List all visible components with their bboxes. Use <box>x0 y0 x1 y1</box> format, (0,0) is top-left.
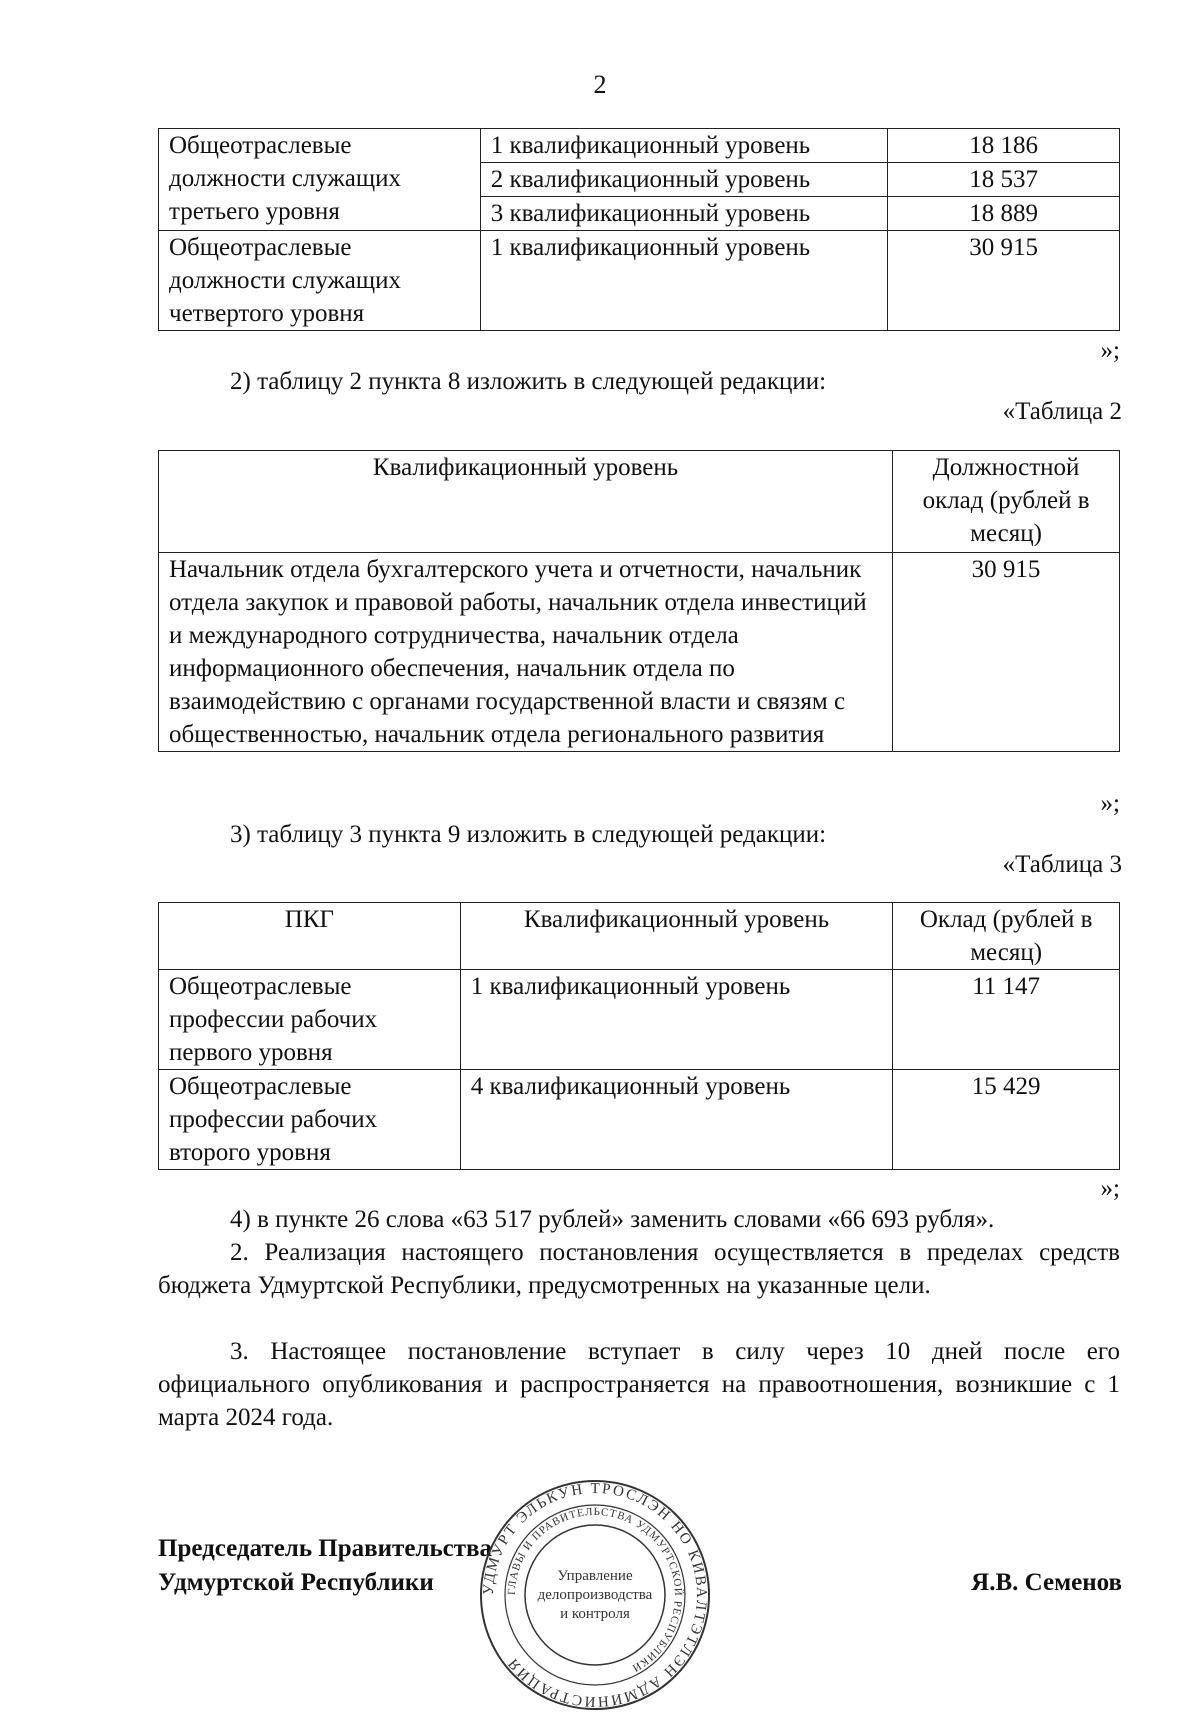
level-cell: 2 квалификационный уровень <box>480 163 888 197</box>
header-level: Квалификационный уровень <box>159 451 893 553</box>
value-cell: 18 889 <box>888 197 1120 231</box>
seal-ring-text: ГЛАВЫ И ПРАВИТЕЛЬСТВА УДМУРТСКОЙ РЕСПУБЛИКИ <box>505 1505 685 1675</box>
seal-center-line1: Управление <box>557 1568 633 1584</box>
salary-table-2 <box>158 450 1120 752</box>
level-cell: 1 квалификационный уровень <box>460 970 893 1070</box>
header-pkg: ПКГ <box>159 903 461 970</box>
salary-table-3 <box>158 902 1120 1170</box>
item-3-text: 3) таблицу 3 пункта 9 изложить в следующей редакции: <box>230 821 827 848</box>
group-cell: Общеотраслевые профессии рабочих второго уровня <box>159 1070 461 1170</box>
table-header-row <box>159 451 1120 553</box>
salary-table-1 <box>158 128 1120 331</box>
paragraph-3: 3. Настоящее постановление вступает в силу через 10 дней после его официального опубликования и распространяется на правоотношения, возникшие с 1 марта 2024 года. <box>158 1338 1120 1431</box>
value-cell: 11 147 <box>893 970 1120 1070</box>
level-cell: 4 квалификационный уровень <box>460 1070 893 1170</box>
level-cell: 1 квалификационный уровень <box>480 129 888 163</box>
item-4-text: 4) в пункте 26 слова «63 517 рублей» заменить словами «66 693 рубля». <box>230 1206 995 1233</box>
level-cell: 1 квалификационный уровень <box>480 231 888 331</box>
seal-outer-text: УДМУРТ ЭЛЬКУН ТРОСЛЭН НО КИВАЛТЭТЛЭН АДМИНИСТРАЦИЯ <box>480 1480 710 1710</box>
level-cell: 3 квалификационный уровень <box>480 197 888 231</box>
table-header-row <box>159 903 1120 970</box>
paragraph-2: 2. Реализация настоящего постановления осуществляется в пределах средств бюджета Удмуртской Республики, предусмотренных на указанные цели. <box>158 1239 1120 1299</box>
signatory-name: Я.В. Семенов <box>971 1569 1122 1596</box>
value-cell: 18 537 <box>888 163 1120 197</box>
table-2-caption: «Таблица 2 <box>1002 398 1122 425</box>
header-salary: Оклад (рублей в месяц) <box>893 903 1120 970</box>
closing-quote-2: »; <box>1100 790 1120 817</box>
seal-center-line3: и контроля <box>560 1606 630 1622</box>
item-2-text: 2) таблицу 2 пункта 8 изложить в следующей редакции: <box>230 368 827 395</box>
signatory-position <box>158 1532 492 1600</box>
value-cell: 30 915 <box>893 553 1120 752</box>
closing-quote-1: »; <box>1100 337 1120 364</box>
signatory-position-line1: Председатель Правительства <box>158 1535 493 1562</box>
official-seal <box>478 1478 712 1712</box>
group-cell: Общеотраслевые профессии рабочих первого уровня <box>159 970 461 1070</box>
table-3-caption: «Таблица 3 <box>1002 851 1122 878</box>
seal-center-line2: делопроизводства <box>537 1587 653 1603</box>
position-list-cell: Начальник отдела бухгалтерского учета и отчетности, начальник отдела закупок и правовой работы, начальник отдела инвестиций и международного сотрудничества, начальник отдела информационного обеспечения, начальник отдела по взаимодействию с органами государственной власти и связям с общественностью, начальник отдела регионального развития <box>159 553 893 752</box>
table-row <box>159 129 1120 163</box>
value-cell: 30 915 <box>888 231 1120 331</box>
table-row <box>159 231 1120 331</box>
header-level: Квалификационный уровень <box>460 903 893 970</box>
table-row <box>159 970 1120 1070</box>
page-number: 2 <box>593 70 607 99</box>
group-cell: Общеотраслевые должности служащих третьего уровня <box>159 129 481 231</box>
table-row <box>159 1070 1120 1170</box>
table-row <box>159 553 1120 752</box>
value-cell: 15 429 <box>893 1070 1120 1170</box>
signatory-position-line2: Удмуртской Республики <box>158 1569 434 1596</box>
closing-quote-3: »; <box>1100 1175 1120 1202</box>
value-cell: 18 186 <box>888 129 1120 163</box>
header-salary: Должностной оклад (рублей в месяц) <box>893 451 1120 553</box>
group-cell: Общеотраслевые должности служащих четвертого уровня <box>159 231 481 331</box>
